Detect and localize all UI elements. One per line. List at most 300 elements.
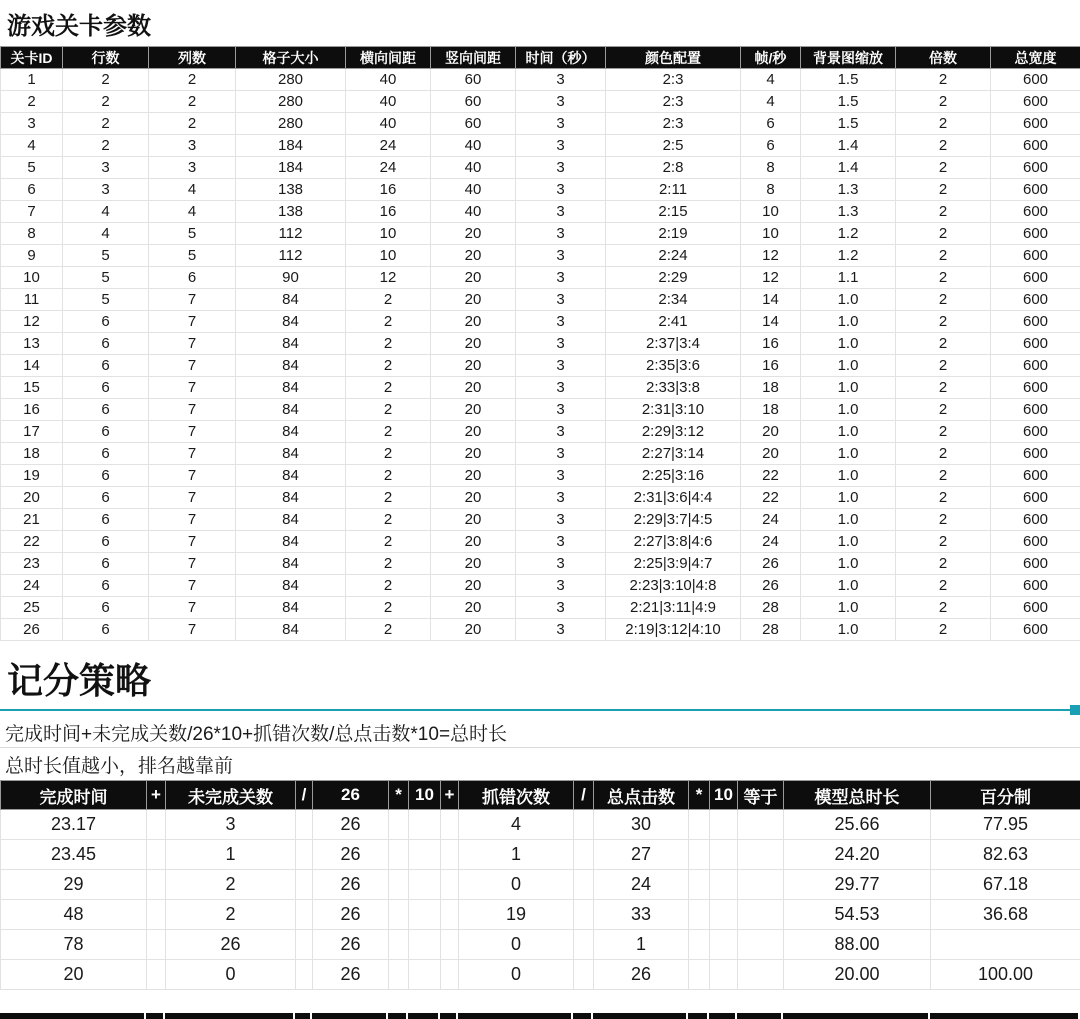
table-cell[interactable]: 3 [516,443,606,465]
table-cell[interactable]: 84 [236,597,346,619]
table-cell[interactable]: 2 [896,487,991,509]
table-cell[interactable]: 16 [346,179,431,201]
table-cell[interactable] [689,930,710,960]
table-cell[interactable]: 3 [516,619,606,641]
table-cell[interactable]: 84 [236,333,346,355]
table-cell[interactable] [574,930,594,960]
table-cell[interactable] [441,810,459,840]
table-cell[interactable] [147,960,166,990]
table-cell[interactable]: 6 [63,311,149,333]
table-cell[interactable]: 84 [236,487,346,509]
table-cell[interactable] [147,930,166,960]
table-cell[interactable]: 12 [1,311,63,333]
table-cell[interactable]: 2:5 [606,135,741,157]
table-cell[interactable]: 19 [459,900,574,930]
table-cell[interactable]: 2 [346,377,431,399]
table-cell[interactable]: 13 [1,333,63,355]
table-cell[interactable]: 3 [516,201,606,223]
table-cell[interactable]: 20 [431,421,516,443]
table-cell[interactable] [296,870,313,900]
table-cell[interactable]: 4 [149,201,236,223]
table-cell[interactable]: 1.2 [801,223,896,245]
table-cell[interactable]: 18 [1,443,63,465]
table-cell[interactable]: 184 [236,135,346,157]
table-cell[interactable] [689,840,710,870]
table-cell[interactable]: 26 [313,810,389,840]
column-header[interactable]: 列数 [149,47,236,69]
table-cell[interactable]: 26 [313,960,389,990]
table-cell[interactable]: 20 [431,223,516,245]
table-cell[interactable] [710,810,738,840]
column-header[interactable]: 总点击数 [594,781,689,810]
table-cell[interactable]: 0 [166,960,296,990]
table-cell[interactable]: 2:8 [606,157,741,179]
table-cell[interactable]: 3 [516,311,606,333]
table-cell[interactable]: 7 [149,487,236,509]
table-cell[interactable]: 14 [741,289,801,311]
table-cell[interactable]: 2 [63,69,149,91]
table-cell[interactable]: 1.4 [801,157,896,179]
table-cell[interactable]: 7 [149,333,236,355]
table-cell[interactable]: 600 [991,575,1080,597]
table-cell[interactable]: 84 [236,575,346,597]
table-cell[interactable] [441,840,459,870]
table-cell[interactable]: 6 [63,575,149,597]
table-cell[interactable]: 2 [896,553,991,575]
table-cell[interactable]: 2:35|3:6 [606,355,741,377]
table-cell[interactable] [409,900,441,930]
table-cell[interactable]: 2 [896,377,991,399]
table-cell[interactable]: 6 [741,113,801,135]
table-cell[interactable]: 1.0 [801,509,896,531]
table-cell[interactable]: 1.0 [801,355,896,377]
table-cell[interactable]: 280 [236,113,346,135]
table-cell[interactable]: 20 [431,575,516,597]
table-cell[interactable]: 5 [63,245,149,267]
table-cell[interactable]: 2:33|3:8 [606,377,741,399]
table-cell[interactable]: 2:31|3:6|4:4 [606,487,741,509]
table-cell[interactable]: 280 [236,69,346,91]
table-cell[interactable]: 1.0 [801,443,896,465]
table-cell[interactable]: 2 [149,91,236,113]
table-cell[interactable]: 8 [741,157,801,179]
table-cell[interactable]: 24.20 [784,840,931,870]
table-cell[interactable] [296,960,313,990]
table-cell[interactable]: 29.77 [784,870,931,900]
table-cell[interactable] [738,810,784,840]
table-cell[interactable]: 84 [236,421,346,443]
table-cell[interactable]: 20 [431,465,516,487]
column-header[interactable]: 倍数 [896,47,991,69]
table-cell[interactable]: 2 [896,179,991,201]
table-cell[interactable]: 1.3 [801,201,896,223]
column-header[interactable]: 格子大小 [236,47,346,69]
table-cell[interactable]: 84 [236,443,346,465]
table-cell[interactable]: 2:29|3:12 [606,421,741,443]
table-cell[interactable]: 600 [991,487,1080,509]
table-cell[interactable]: 1.2 [801,245,896,267]
column-header[interactable]: * [389,781,409,810]
table-cell[interactable] [296,900,313,930]
column-header[interactable]: 帧/秒 [741,47,801,69]
table-cell[interactable]: 10 [346,223,431,245]
table-cell[interactable]: 18 [741,377,801,399]
table-cell[interactable]: 3 [149,135,236,157]
table-cell[interactable]: 22 [1,531,63,553]
table-cell[interactable]: 7 [149,311,236,333]
table-cell[interactable]: 28 [741,597,801,619]
table-cell[interactable]: 4 [1,135,63,157]
table-cell[interactable]: 3 [516,333,606,355]
table-cell[interactable]: 22 [741,465,801,487]
table-cell[interactable]: 2:29 [606,267,741,289]
table-cell[interactable] [738,960,784,990]
table-cell[interactable]: 30 [594,810,689,840]
table-cell[interactable]: 7 [1,201,63,223]
column-header[interactable]: 关卡ID [1,47,63,69]
table-cell[interactable]: 3 [63,179,149,201]
column-header[interactable]: 抓错次数 [459,781,574,810]
table-cell[interactable]: 20 [1,960,147,990]
table-cell[interactable]: 1.0 [801,597,896,619]
table-cell[interactable]: 2 [896,575,991,597]
table-cell[interactable]: 21 [1,509,63,531]
table-cell[interactable]: 90 [236,267,346,289]
table-cell[interactable]: 600 [991,377,1080,399]
table-cell[interactable]: 22 [741,487,801,509]
table-cell[interactable]: 20.00 [784,960,931,990]
table-cell[interactable] [389,930,409,960]
table-cell[interactable]: 12 [346,267,431,289]
table-cell[interactable]: 2 [896,201,991,223]
column-header[interactable]: 竖向间距 [431,47,516,69]
table-cell[interactable]: 2 [346,421,431,443]
table-cell[interactable] [296,840,313,870]
column-header[interactable]: 横向间距 [346,47,431,69]
table-cell[interactable]: 1 [459,840,574,870]
table-cell[interactable]: 3 [516,245,606,267]
table-cell[interactable]: 2:34 [606,289,741,311]
table-cell[interactable]: 16 [741,355,801,377]
table-cell[interactable]: 20 [431,509,516,531]
table-cell[interactable]: 26 [166,930,296,960]
table-cell[interactable]: 3 [516,531,606,553]
table-cell[interactable]: 2 [1,91,63,113]
table-cell[interactable]: 26 [1,619,63,641]
table-cell[interactable]: 2 [346,289,431,311]
table-cell[interactable]: 5 [63,267,149,289]
table-cell[interactable]: 11 [1,289,63,311]
table-cell[interactable]: 82.63 [931,840,1080,870]
table-cell[interactable]: 20 [431,267,516,289]
table-cell[interactable]: 3 [516,289,606,311]
table-cell[interactable]: 9 [1,245,63,267]
column-header[interactable]: 百分制 [931,781,1080,810]
table-cell[interactable]: 20 [431,597,516,619]
table-cell[interactable]: 3 [166,810,296,840]
table-cell[interactable]: 7 [149,509,236,531]
table-cell[interactable] [710,930,738,960]
table-cell[interactable] [710,960,738,990]
table-cell[interactable] [389,810,409,840]
table-cell[interactable]: 138 [236,201,346,223]
table-cell[interactable]: 2 [346,553,431,575]
table-cell[interactable]: 84 [236,289,346,311]
table-cell[interactable] [441,930,459,960]
table-cell[interactable] [296,930,313,960]
table-cell[interactable]: 1.1 [801,267,896,289]
table-cell[interactable]: 3 [516,575,606,597]
table-cell[interactable]: 600 [991,179,1080,201]
table-cell[interactable]: 2 [346,509,431,531]
table-cell[interactable]: 2:3 [606,91,741,113]
table-cell[interactable]: 1.5 [801,113,896,135]
table-cell[interactable]: 7 [149,443,236,465]
table-cell[interactable]: 2 [346,355,431,377]
table-cell[interactable]: 7 [149,399,236,421]
table-cell[interactable]: 84 [236,355,346,377]
table-cell[interactable]: 12 [741,245,801,267]
table-cell[interactable]: 6 [63,619,149,641]
table-cell[interactable]: 3 [516,69,606,91]
table-cell[interactable]: 20 [431,311,516,333]
table-cell[interactable]: 2 [149,113,236,135]
table-cell[interactable]: 3 [516,135,606,157]
table-cell[interactable]: 15 [1,377,63,399]
table-cell[interactable] [574,900,594,930]
table-cell[interactable]: 2:27|3:8|4:6 [606,531,741,553]
table-cell[interactable]: 0 [459,870,574,900]
column-header[interactable]: 颜色配置 [606,47,741,69]
table-cell[interactable] [710,840,738,870]
table-cell[interactable]: 600 [991,597,1080,619]
table-cell[interactable]: 2 [346,465,431,487]
table-cell[interactable] [738,870,784,900]
table-cell[interactable]: 23 [1,553,63,575]
table-cell[interactable]: 112 [236,245,346,267]
table-cell[interactable]: 2 [166,870,296,900]
table-cell[interactable]: 10 [741,223,801,245]
table-cell[interactable]: 84 [236,377,346,399]
table-cell[interactable] [689,870,710,900]
table-cell[interactable]: 84 [236,509,346,531]
table-cell[interactable]: 2 [896,267,991,289]
table-cell[interactable]: 2 [896,531,991,553]
table-cell[interactable]: 67.18 [931,870,1080,900]
column-header[interactable]: + [147,781,166,810]
table-cell[interactable]: 1 [166,840,296,870]
table-cell[interactable]: 3 [516,597,606,619]
table-cell[interactable]: 23.17 [1,810,147,840]
table-cell[interactable]: 12 [741,267,801,289]
table-cell[interactable]: 40 [346,69,431,91]
table-cell[interactable] [689,960,710,990]
table-cell[interactable] [147,840,166,870]
table-cell[interactable] [738,930,784,960]
table-cell[interactable] [738,840,784,870]
table-cell[interactable]: 25 [1,597,63,619]
table-cell[interactable]: 84 [236,619,346,641]
table-cell[interactable]: 8 [1,223,63,245]
column-header[interactable]: 完成时间 [1,781,147,810]
table-cell[interactable]: 2:29|3:7|4:5 [606,509,741,531]
table-cell[interactable] [574,810,594,840]
table-cell[interactable] [147,900,166,930]
table-cell[interactable]: 20 [431,333,516,355]
table-cell[interactable]: 27 [594,840,689,870]
table-cell[interactable]: 1.3 [801,179,896,201]
table-cell[interactable]: 14 [1,355,63,377]
table-cell[interactable]: 2 [346,619,431,641]
table-cell[interactable] [441,870,459,900]
column-header[interactable]: 时间（秒） [516,47,606,69]
table-cell[interactable]: 6 [63,597,149,619]
column-header[interactable]: / [296,781,313,810]
table-cell[interactable]: 2 [896,509,991,531]
table-cell[interactable]: 54.53 [784,900,931,930]
table-cell[interactable] [296,810,313,840]
table-cell[interactable]: 3 [63,157,149,179]
table-cell[interactable]: 33 [594,900,689,930]
table-cell[interactable]: 1.0 [801,619,896,641]
table-cell[interactable]: 600 [991,289,1080,311]
table-cell[interactable] [738,900,784,930]
table-cell[interactable] [409,810,441,840]
table-cell[interactable]: 2 [896,91,991,113]
table-cell[interactable]: 23.45 [1,840,147,870]
table-cell[interactable]: 5 [1,157,63,179]
table-cell[interactable]: 2:11 [606,179,741,201]
table-cell[interactable]: 2:25|3:9|4:7 [606,553,741,575]
table-cell[interactable]: 0 [459,930,574,960]
column-header[interactable]: 26 [313,781,389,810]
table-cell[interactable]: 24 [594,870,689,900]
table-cell[interactable]: 1.4 [801,135,896,157]
column-header[interactable]: 模型总时长 [784,781,931,810]
column-header[interactable]: 总宽度 [991,47,1080,69]
table-cell[interactable]: 5 [63,289,149,311]
table-cell[interactable]: 3 [516,465,606,487]
table-cell[interactable]: 14 [741,311,801,333]
table-cell[interactable]: 600 [991,223,1080,245]
column-header[interactable]: + [441,781,459,810]
table-cell[interactable]: 1 [594,930,689,960]
table-cell[interactable] [689,810,710,840]
table-cell[interactable]: 20 [431,443,516,465]
table-cell[interactable]: 2:19 [606,223,741,245]
table-cell[interactable]: 48 [1,900,147,930]
table-cell[interactable]: 600 [991,69,1080,91]
table-cell[interactable]: 2 [896,333,991,355]
table-cell[interactable]: 280 [236,91,346,113]
table-cell[interactable]: 3 [516,113,606,135]
table-cell[interactable]: 6 [63,355,149,377]
table-cell[interactable]: 600 [991,619,1080,641]
table-cell[interactable]: 1.0 [801,531,896,553]
table-cell[interactable]: 60 [431,69,516,91]
table-cell[interactable]: 26 [313,840,389,870]
table-cell[interactable]: 6 [63,399,149,421]
table-cell[interactable]: 3 [516,421,606,443]
column-header[interactable]: * [689,781,710,810]
table-cell[interactable]: 20 [1,487,63,509]
table-cell[interactable]: 7 [149,289,236,311]
table-cell[interactable] [389,900,409,930]
table-cell[interactable] [389,870,409,900]
table-cell[interactable]: 1.5 [801,91,896,113]
table-cell[interactable]: 5 [149,223,236,245]
table-cell[interactable]: 36.68 [931,900,1080,930]
table-cell[interactable] [389,960,409,990]
table-cell[interactable]: 2:24 [606,245,741,267]
table-cell[interactable]: 26 [313,870,389,900]
table-cell[interactable]: 1.5 [801,69,896,91]
table-cell[interactable]: 184 [236,157,346,179]
column-header[interactable]: 等于 [738,781,784,810]
table-cell[interactable] [409,870,441,900]
table-cell[interactable]: 24 [741,531,801,553]
table-cell[interactable]: 3 [516,399,606,421]
table-cell[interactable]: 84 [236,311,346,333]
table-cell[interactable] [389,840,409,870]
table-cell[interactable]: 2:3 [606,113,741,135]
table-cell[interactable]: 2 [346,333,431,355]
table-cell[interactable] [147,870,166,900]
table-cell[interactable]: 77.95 [931,810,1080,840]
table-cell[interactable]: 10 [346,245,431,267]
table-cell[interactable]: 2:23|3:10|4:8 [606,575,741,597]
table-cell[interactable]: 7 [149,531,236,553]
table-cell[interactable]: 2:31|3:10 [606,399,741,421]
table-cell[interactable]: 600 [991,553,1080,575]
table-cell[interactable]: 2:27|3:14 [606,443,741,465]
table-cell[interactable]: 1.0 [801,399,896,421]
table-cell[interactable]: 26 [313,900,389,930]
table-cell[interactable]: 3 [516,377,606,399]
table-cell[interactable]: 2 [63,91,149,113]
table-cell[interactable]: 60 [431,113,516,135]
table-cell[interactable]: 2 [346,531,431,553]
table-cell[interactable]: 2 [896,465,991,487]
table-cell[interactable]: 20 [431,619,516,641]
formula-cell[interactable] [0,717,1080,748]
table-cell[interactable]: 60 [431,91,516,113]
table-cell[interactable]: 19 [1,465,63,487]
table-cell[interactable]: 84 [236,399,346,421]
column-header[interactable]: / [574,781,594,810]
table-cell[interactable]: 3 [1,113,63,135]
table-cell[interactable]: 1.0 [801,421,896,443]
table-cell[interactable]: 20 [431,245,516,267]
table-cell[interactable]: 2:19|3:12|4:10 [606,619,741,641]
table-cell[interactable]: 2:25|3:16 [606,465,741,487]
table-cell[interactable]: 40 [431,157,516,179]
table-cell[interactable]: 25.66 [784,810,931,840]
table-cell[interactable]: 3 [516,355,606,377]
table-cell[interactable]: 3 [516,223,606,245]
table-cell[interactable]: 6 [63,509,149,531]
table-cell[interactable] [574,840,594,870]
table-cell[interactable]: 24 [741,509,801,531]
column-header[interactable]: 10 [409,781,441,810]
table-cell[interactable]: 20 [431,487,516,509]
table-cell[interactable]: 6 [741,135,801,157]
table-cell[interactable]: 1.0 [801,333,896,355]
table-cell[interactable] [409,840,441,870]
table-cell[interactable] [441,960,459,990]
table-cell[interactable]: 2 [149,69,236,91]
table-cell[interactable]: 2 [63,135,149,157]
